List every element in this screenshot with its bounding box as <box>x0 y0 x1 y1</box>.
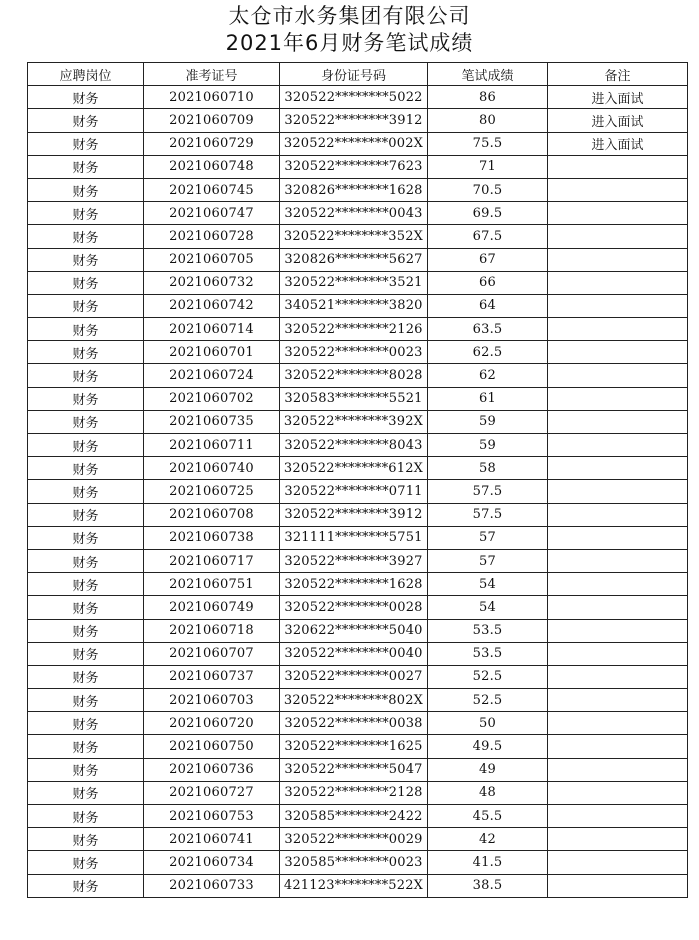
cell-position: 财务 <box>28 457 144 480</box>
cell-note <box>548 480 688 503</box>
cell-score: 61 <box>428 387 548 410</box>
cell-score: 71 <box>428 155 548 178</box>
cell-note <box>548 851 688 874</box>
cell-score: 67 <box>428 248 548 271</box>
table-body <box>28 86 688 898</box>
cell-note <box>548 178 688 201</box>
cell-note <box>548 294 688 317</box>
cell-id-number: 320522********5047 <box>280 758 428 781</box>
cell-exam-number: 2021060745 <box>144 178 280 201</box>
cell-position: 财务 <box>28 109 144 132</box>
cell-note <box>548 364 688 387</box>
cell-exam-number: 2021060736 <box>144 758 280 781</box>
table-row <box>28 132 688 155</box>
cell-score: 54 <box>428 596 548 619</box>
cell-id-number: 320522********392X <box>280 410 428 433</box>
cell-exam-number: 2021060708 <box>144 503 280 526</box>
table-row <box>28 155 688 178</box>
document-title: 太仓市水务集团有限公司 <box>228 4 471 28</box>
cell-id-number: 320522********1625 <box>280 735 428 758</box>
cell-score: 69.5 <box>428 202 548 225</box>
cell-position: 财务 <box>28 341 144 364</box>
cell-id-number: 320522********352X <box>280 225 428 248</box>
cell-id-number: 320522********612X <box>280 457 428 480</box>
table-row <box>28 480 688 503</box>
cell-score: 62.5 <box>428 341 548 364</box>
cell-score: 59 <box>428 434 548 457</box>
cell-id-number: 320522********5022 <box>280 86 428 109</box>
cell-exam-number: 2021060718 <box>144 619 280 642</box>
cell-position: 财务 <box>28 503 144 526</box>
table-row <box>28 619 688 642</box>
cell-note <box>548 805 688 828</box>
cell-note <box>548 573 688 596</box>
cell-position: 财务 <box>28 573 144 596</box>
cell-note: 进入面试 <box>548 109 688 132</box>
cell-note <box>548 549 688 572</box>
cell-note <box>548 758 688 781</box>
cell-note <box>548 874 688 897</box>
cell-id-number: 320522********0029 <box>280 828 428 851</box>
cell-id-number: 321111********5751 <box>280 526 428 549</box>
cell-score: 75.5 <box>428 132 548 155</box>
cell-position: 财务 <box>28 434 144 457</box>
cell-position: 财务 <box>28 225 144 248</box>
cell-score: 57.5 <box>428 480 548 503</box>
cell-id-number: 320826********1628 <box>280 178 428 201</box>
table-row <box>28 178 688 201</box>
cell-note <box>548 735 688 758</box>
cell-note <box>548 619 688 642</box>
cell-score: 50 <box>428 712 548 735</box>
table-row <box>28 294 688 317</box>
score-table <box>27 62 688 898</box>
cell-score: 48 <box>428 781 548 804</box>
cell-position: 财务 <box>28 735 144 758</box>
cell-note <box>548 271 688 294</box>
cell-exam-number: 2021060751 <box>144 573 280 596</box>
cell-position: 财务 <box>28 155 144 178</box>
table-row <box>28 387 688 410</box>
cell-position: 财务 <box>28 874 144 897</box>
cell-position: 财务 <box>28 828 144 851</box>
cell-note <box>548 434 688 457</box>
table-row <box>28 665 688 688</box>
cell-position: 财务 <box>28 642 144 665</box>
cell-exam-number: 2021060732 <box>144 271 280 294</box>
cell-note <box>548 410 688 433</box>
cell-score: 64 <box>428 294 548 317</box>
cell-score: 67.5 <box>428 225 548 248</box>
cell-position: 财务 <box>28 781 144 804</box>
cell-exam-number: 2021060737 <box>144 665 280 688</box>
cell-score: 58 <box>428 457 548 480</box>
cell-exam-number: 2021060705 <box>144 248 280 271</box>
table-header <box>28 63 688 86</box>
table-row <box>28 874 688 897</box>
cell-note <box>548 387 688 410</box>
cell-id-number: 320522********3912 <box>280 109 428 132</box>
header-exam-number: 准考证号 <box>144 63 280 86</box>
cell-score: 54 <box>428 573 548 596</box>
cell-position: 财务 <box>28 364 144 387</box>
cell-note: 进入面试 <box>548 86 688 109</box>
cell-position: 财务 <box>28 86 144 109</box>
cell-score: 59 <box>428 410 548 433</box>
table-row <box>28 642 688 665</box>
cell-exam-number: 2021060734 <box>144 851 280 874</box>
cell-exam-number: 2021060727 <box>144 781 280 804</box>
cell-id-number: 320522********3927 <box>280 549 428 572</box>
cell-note: 进入面试 <box>548 132 688 155</box>
cell-exam-number: 2021060735 <box>144 410 280 433</box>
table-row <box>28 735 688 758</box>
cell-position: 财务 <box>28 549 144 572</box>
cell-exam-number: 2021060710 <box>144 86 280 109</box>
table-row <box>28 225 688 248</box>
cell-id-number: 320522********7623 <box>280 155 428 178</box>
cell-exam-number: 2021060750 <box>144 735 280 758</box>
header-position: 应聘岗位 <box>28 63 144 86</box>
cell-note <box>548 712 688 735</box>
header-note: 备注 <box>548 63 688 86</box>
table-row <box>28 202 688 225</box>
cell-exam-number: 2021060728 <box>144 225 280 248</box>
cell-note <box>548 503 688 526</box>
cell-id-number: 320522********0027 <box>280 665 428 688</box>
cell-note <box>548 318 688 341</box>
cell-position: 财务 <box>28 596 144 619</box>
cell-id-number: 320622********5040 <box>280 619 428 642</box>
cell-exam-number: 2021060725 <box>144 480 280 503</box>
cell-note <box>548 202 688 225</box>
table-row <box>28 318 688 341</box>
cell-note <box>548 248 688 271</box>
header-row <box>28 63 688 86</box>
table-row <box>28 109 688 132</box>
cell-exam-number: 2021060724 <box>144 364 280 387</box>
cell-position: 财务 <box>28 712 144 735</box>
table-row <box>28 758 688 781</box>
cell-exam-number: 2021060701 <box>144 341 280 364</box>
cell-id-number: 320522********0023 <box>280 341 428 364</box>
cell-score: 38.5 <box>428 874 548 897</box>
cell-exam-number: 2021060740 <box>144 457 280 480</box>
cell-id-number: 320522********3521 <box>280 271 428 294</box>
cell-id-number: 320522********1628 <box>280 573 428 596</box>
cell-id-number: 320522********2126 <box>280 318 428 341</box>
cell-position: 财务 <box>28 689 144 712</box>
cell-note <box>548 526 688 549</box>
table-row <box>28 364 688 387</box>
cell-score: 57 <box>428 526 548 549</box>
cell-id-number: 340521********3820 <box>280 294 428 317</box>
cell-id-number: 320522********3912 <box>280 503 428 526</box>
cell-note <box>548 689 688 712</box>
cell-id-number: 320522********8043 <box>280 434 428 457</box>
cell-score: 86 <box>428 86 548 109</box>
cell-score: 57 <box>428 549 548 572</box>
cell-note <box>548 781 688 804</box>
cell-score: 45.5 <box>428 805 548 828</box>
document-subtitle: 2021年6月财务笔试成绩 <box>225 31 474 55</box>
cell-position: 财务 <box>28 805 144 828</box>
cell-position: 财务 <box>28 178 144 201</box>
cell-position: 财务 <box>28 271 144 294</box>
cell-exam-number: 2021060741 <box>144 828 280 851</box>
cell-position: 财务 <box>28 480 144 503</box>
cell-id-number: 320826********5627 <box>280 248 428 271</box>
table-row <box>28 805 688 828</box>
table-row <box>28 828 688 851</box>
cell-exam-number: 2021060707 <box>144 642 280 665</box>
cell-note <box>548 457 688 480</box>
table-row <box>28 503 688 526</box>
cell-id-number: 320522********0038 <box>280 712 428 735</box>
cell-note <box>548 642 688 665</box>
cell-exam-number: 2021060742 <box>144 294 280 317</box>
table-row <box>28 86 688 109</box>
cell-score: 41.5 <box>428 851 548 874</box>
cell-position: 财务 <box>28 294 144 317</box>
cell-exam-number: 2021060733 <box>144 874 280 897</box>
table-row <box>28 457 688 480</box>
cell-score: 63.5 <box>428 318 548 341</box>
cell-position: 财务 <box>28 526 144 549</box>
cell-position: 财务 <box>28 202 144 225</box>
cell-position: 财务 <box>28 410 144 433</box>
cell-score: 52.5 <box>428 689 548 712</box>
cell-id-number: 320522********002X <box>280 132 428 155</box>
cell-id-number: 320585********0023 <box>280 851 428 874</box>
cell-score: 57.5 <box>428 503 548 526</box>
cell-position: 财务 <box>28 619 144 642</box>
cell-id-number: 320522********802X <box>280 689 428 712</box>
cell-exam-number: 2021060747 <box>144 202 280 225</box>
table-row <box>28 410 688 433</box>
cell-position: 财务 <box>28 851 144 874</box>
cell-score: 80 <box>428 109 548 132</box>
cell-exam-number: 2021060749 <box>144 596 280 619</box>
cell-note <box>548 225 688 248</box>
cell-exam-number: 2021060711 <box>144 434 280 457</box>
cell-position: 财务 <box>28 318 144 341</box>
cell-note <box>548 665 688 688</box>
table-row <box>28 248 688 271</box>
cell-exam-number: 2021060729 <box>144 132 280 155</box>
table-row <box>28 851 688 874</box>
table-row <box>28 526 688 549</box>
cell-score: 49 <box>428 758 548 781</box>
cell-score: 62 <box>428 364 548 387</box>
cell-id-number: 320583********5521 <box>280 387 428 410</box>
cell-score: 52.5 <box>428 665 548 688</box>
cell-score: 70.5 <box>428 178 548 201</box>
cell-exam-number: 2021060703 <box>144 689 280 712</box>
cell-exam-number: 2021060720 <box>144 712 280 735</box>
cell-score: 42 <box>428 828 548 851</box>
cell-score: 49.5 <box>428 735 548 758</box>
cell-score: 53.5 <box>428 619 548 642</box>
cell-position: 财务 <box>28 665 144 688</box>
table-row <box>28 573 688 596</box>
cell-id-number: 320522********0028 <box>280 596 428 619</box>
cell-id-number: 320522********2128 <box>280 781 428 804</box>
cell-note <box>548 596 688 619</box>
cell-id-number: 320522********0043 <box>280 202 428 225</box>
cell-exam-number: 2021060753 <box>144 805 280 828</box>
header-score: 笔试成绩 <box>428 63 548 86</box>
cell-score: 53.5 <box>428 642 548 665</box>
table-row <box>28 434 688 457</box>
cell-id-number: 421123********522X <box>280 874 428 897</box>
table-row <box>28 712 688 735</box>
cell-id-number: 320522********8028 <box>280 364 428 387</box>
table-row <box>28 549 688 572</box>
table-row <box>28 689 688 712</box>
cell-score: 66 <box>428 271 548 294</box>
cell-exam-number: 2021060738 <box>144 526 280 549</box>
cell-position: 财务 <box>28 132 144 155</box>
cell-position: 财务 <box>28 387 144 410</box>
cell-exam-number: 2021060748 <box>144 155 280 178</box>
table-row <box>28 596 688 619</box>
cell-id-number: 320522********0711 <box>280 480 428 503</box>
cell-note <box>548 828 688 851</box>
cell-id-number: 320585********2422 <box>280 805 428 828</box>
cell-position: 财务 <box>28 758 144 781</box>
cell-exam-number: 2021060709 <box>144 109 280 132</box>
cell-note <box>548 341 688 364</box>
cell-position: 财务 <box>28 248 144 271</box>
table-row <box>28 271 688 294</box>
cell-note <box>548 155 688 178</box>
header-id-number: 身份证号码 <box>280 63 428 86</box>
table-row <box>28 341 688 364</box>
cell-exam-number: 2021060702 <box>144 387 280 410</box>
cell-exam-number: 2021060714 <box>144 318 280 341</box>
cell-id-number: 320522********0040 <box>280 642 428 665</box>
table-row <box>28 781 688 804</box>
cell-exam-number: 2021060717 <box>144 549 280 572</box>
